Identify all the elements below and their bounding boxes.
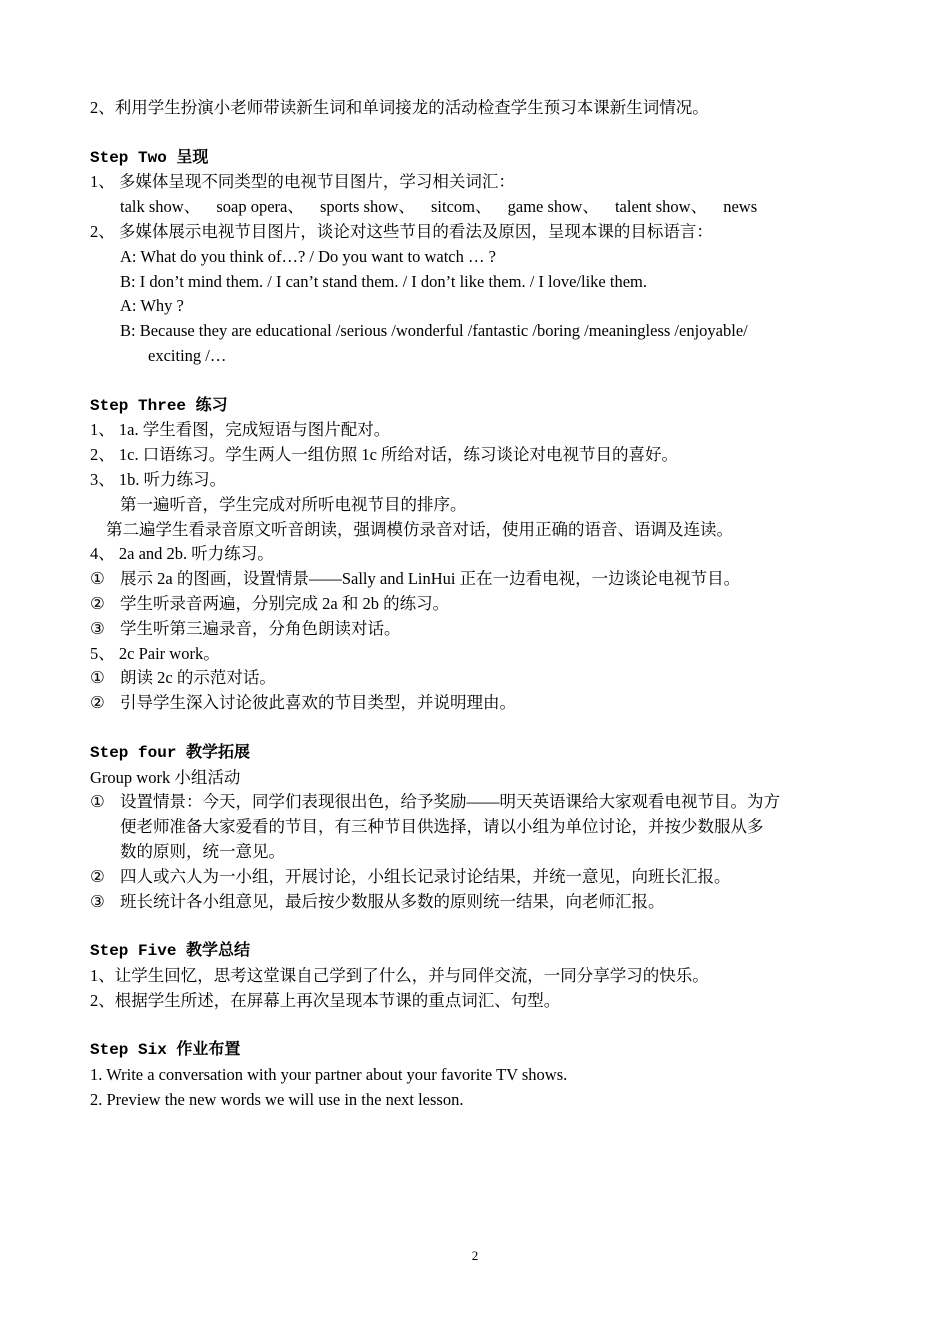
circled-number: ② bbox=[90, 866, 105, 886]
vocab-list bbox=[90, 195, 865, 220]
sub-item-text: 朗读 2c 的示范对话。 bbox=[120, 668, 276, 688]
vocab-item: talk show、 bbox=[120, 197, 201, 217]
step-two-item-1: 1、 多媒体呈现不同类型的电视节目图片，学习相关词汇： bbox=[90, 172, 515, 192]
sub-item bbox=[90, 592, 865, 617]
sub-item-text: 引导学生深入讨论彼此喜欢的节目类型，并说明理由。 bbox=[120, 693, 516, 713]
listening-first: 第一遍听音，学生完成对所听电视节目的排序。 bbox=[120, 494, 467, 514]
sub-item bbox=[90, 617, 865, 642]
homework-item: 1. Write a conversation with your partner about your favorite TV shows. bbox=[90, 1065, 568, 1085]
circled-number: ① bbox=[90, 668, 105, 688]
step-five-item: 1、让学生回忆，思考这堂课自己学到了什么，并与同伴交流，一同分享学习的快乐。 bbox=[90, 965, 709, 985]
sub-item bbox=[90, 865, 865, 890]
vocab-item: game show、 bbox=[507, 197, 599, 217]
circled-number: ① bbox=[90, 569, 105, 589]
circled-number: ③ bbox=[90, 891, 105, 911]
sub-item-text: 学生听录音两遍，分别完成 2a 和 2b 的练习。 bbox=[120, 593, 450, 613]
dialog-line: B: I don’t mind them. / I can’t stand them. / I don’t like them. / I love/like them. bbox=[120, 271, 648, 291]
sub-item bbox=[90, 691, 865, 716]
homework-item: 2. Preview the new words we will use in the next lesson. bbox=[90, 1089, 464, 1109]
step-three-item: 2、 1c. 口语练习。学生两人一组仿照 1c 所给对话，练习谈论对电视节目的喜好。 bbox=[90, 445, 679, 465]
circled-number: ② bbox=[90, 693, 105, 713]
step-five-item: 2、根据学生所述，在屏幕上再次呈现本节课的重点词汇、句型。 bbox=[90, 990, 561, 1010]
step-six-heading: Step Six 作业布置 bbox=[90, 1041, 241, 1060]
sub-item-text: 展示 2a 的图画，设置情景——Sally and LinHui 正在一边看电视，一边谈论电视节目。 bbox=[120, 569, 741, 589]
sub-item-text: 学生听第三遍录音，分角色朗读对话。 bbox=[120, 618, 401, 638]
page-number: 2 bbox=[471, 1248, 479, 1263]
vocab-item: sports show、 bbox=[319, 197, 415, 217]
step-three-item: 1、 1a. 学生看图，完成短语与图片配对。 bbox=[90, 420, 391, 440]
document-body bbox=[90, 96, 865, 1113]
circled-number: ② bbox=[90, 593, 105, 613]
sub-item-continued: 数的原则，统一意见。 bbox=[120, 841, 285, 861]
vocab-item: sitcom、 bbox=[431, 197, 492, 217]
step-four-heading: Step four 教学拓展 bbox=[90, 743, 251, 762]
sub-item-text: 设置情景：今天，同学们表现很出色，给予奖励——明天英语课给大家观看电视节目。为方 bbox=[120, 792, 780, 812]
step-three-heading: Step Three 练习 bbox=[90, 396, 228, 415]
step-three-item-5: 5、 2c Pair work。 bbox=[90, 643, 220, 663]
dialog-line-continued: exciting /… bbox=[148, 345, 227, 365]
dialog-line: A: Why ? bbox=[120, 296, 184, 316]
dialog-line: B: Because they are educational /serious /wonderful /fantastic /boring /meaningless /enjoyable/ bbox=[120, 321, 748, 341]
dialog-line: A: What do you think of…? / Do you want to watch … ? bbox=[120, 246, 496, 266]
step-two-heading: Step Two 呈现 bbox=[90, 148, 209, 167]
sub-item bbox=[90, 890, 865, 915]
step-five-heading: Step Five 教学总结 bbox=[90, 942, 251, 961]
sub-item-continued: 便老师准备大家爱看的节目，有三种节目供选择，请以小组为单位讨论，并按少数服从多 bbox=[120, 817, 764, 837]
step-three-item-4: 4、 2a and 2b. 听力练习。 bbox=[90, 544, 274, 564]
group-work-label: Group work 小组活动 bbox=[90, 767, 241, 787]
vocab-item: talent show、 bbox=[614, 197, 708, 217]
listening-second: 第二遍学生看录音原文听音朗读，强调模仿录音对话，使用正确的语音、语调及连读。 bbox=[106, 519, 733, 539]
sub-item bbox=[90, 666, 865, 691]
circled-number: ③ bbox=[90, 618, 105, 638]
sub-item-text: 四人或六人为一小组，开展讨论，小组长记录讨论结果，并统一意见，向班长汇报。 bbox=[120, 866, 731, 886]
intro-line: 2、利用学生扮演小老师带读新生词和单词接龙的活动检查学生预习本课新生词情况。 bbox=[90, 98, 709, 117]
circled-number: ① bbox=[90, 792, 105, 812]
step-two-item-2: 2、 多媒体展示电视节目图片，谈论对这些节目的看法及原因，呈现本课的目标语言： bbox=[90, 221, 713, 241]
step-three-item: 3、 1b. 听力练习。 bbox=[90, 469, 227, 489]
sub-item-text: 班长统计各小组意见，最后按少数服从多数的原则统一结果，向老师汇报。 bbox=[120, 891, 665, 911]
vocab-item: soap opera、 bbox=[216, 197, 304, 217]
sub-item bbox=[90, 790, 865, 815]
sub-item bbox=[90, 567, 865, 592]
vocab-item: news bbox=[723, 197, 758, 217]
